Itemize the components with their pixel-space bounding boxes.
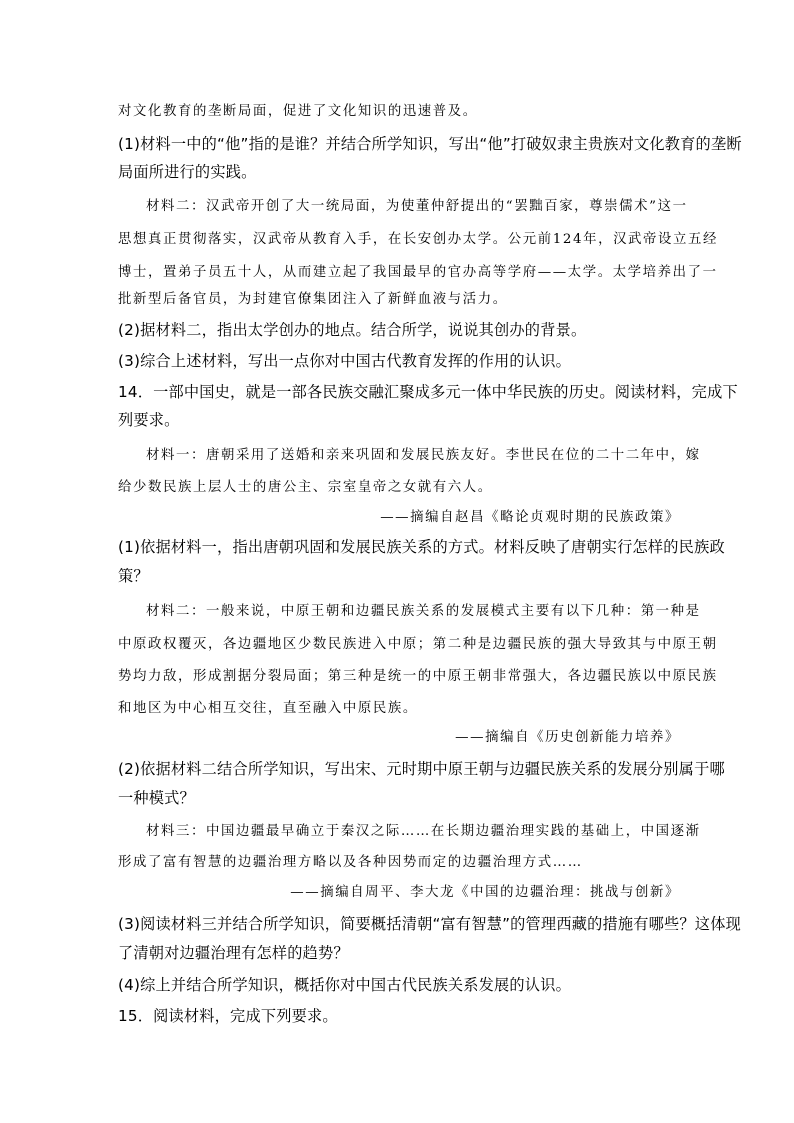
question-14-2-line-1: (2)依据材料二结合所学知识，写出宋、元时期中原王朝与边疆民族关系的发展分别属于哪	[118, 760, 725, 778]
q14-material-two-line-3: 势均力敌，形成割据分裂局面；第三种是统一的中原王朝非常强大，各边疆民族以中原民族	[118, 669, 718, 684]
question-13-1-line-1: (1)材料一中的“他”指的是谁？并结合所学知识，写出“他”打破奴隶主贵族对文化教育的垄断	[118, 135, 742, 153]
question-14-1-line-1: (1)依据材料一，指出唐朝巩固和发展民族关系的方式。材料反映了唐朝实行怎样的民族政	[118, 538, 725, 556]
question-14-2-line-2: 一种模式？	[118, 789, 195, 807]
material-one-continuation: 对文化教育的垄断局面，促进了文化知识的迅速普及。	[118, 104, 478, 119]
material-two-line-1: 材料二：汉武帝开创了大一统局面，为使董仲舒提出的“罢黜百家，尊崇儒术”这一	[146, 199, 688, 214]
question-14-stem-line-1: 14．一部中国史，就是一部各民族交融汇聚成多元一体中华民族的历史。阅读材料，完成下	[118, 383, 738, 401]
question-14-3-line-2: 了清朝对边疆治理有怎样的趋势？	[118, 944, 349, 962]
question-13-3: (3)综合上述材料，写出一点你对中国古代教育发挥的作用的认识。	[118, 352, 571, 370]
question-14-stem-line-2: 列要求。	[118, 411, 180, 429]
question-13-2: (2)据材料二，指出太学创办的地点。结合所学，说说其创办的背景。	[118, 321, 587, 339]
q14-material-three-line-2: 形成了富有智慧的边疆治理方略以及各种因势而定的边疆治理方式……	[118, 855, 583, 870]
question-14-4: (4)综上并结合所学知识，概括你对中国古代民族关系发展的认识。	[118, 976, 571, 994]
question-15-stem: 15．阅读材料，完成下列要求。	[118, 1007, 338, 1025]
q14-material-two-line-1: 材料二：一般来说，中原王朝和边疆民族关系的发展模式主要有以下几种：第一种是	[146, 604, 701, 619]
q14-material-one-line-1: 材料一：唐朝采用了送婚和亲来巩固和发展民族友好。李世民在位的二十二年中，嫁	[146, 448, 701, 463]
question-14-3-line-1: (3)阅读材料三并结合所学知识，简要概括清朝“富有智慧”的管理西藏的措施有哪些？这体现	[118, 915, 741, 933]
q14-material-one-line-2: 给少数民族上层人士的唐公主、宗室皇帝之女就有六人。	[118, 480, 493, 495]
q14-material-three-source: ——摘编自周平、李大龙《中国的边疆治理：挑战与创新》	[290, 885, 680, 900]
q14-material-two-source: ——摘编自《历史创新能力培养》	[455, 730, 680, 745]
q14-material-two-line-2: 中原政权覆灭，各边疆地区少数民族进入中原；第二种是边疆民族的强大导致其与中原王朝	[118, 637, 718, 652]
q14-material-three-line-1: 材料三：中国边疆最早确立于秦汉之际……在长期边疆治理实践的基础上，中国逐渐	[146, 824, 701, 839]
material-two-line-3: 博士，置弟子员五十人，从而建立起了我国最早的官办高等学府——太学。太学培养出了一	[118, 265, 718, 280]
q14-material-one-source: ——摘编自赵昌《略论贞观时期的民族政策》	[380, 510, 680, 525]
q14-material-two-line-4: 和地区为中心相互交往，直至融入中原民族。	[118, 701, 418, 716]
material-two-line-2: 思想真正贯彻落实，汉武帝从教育入手，在长安创办太学。公元前124年，汉武帝设立五经	[118, 232, 718, 247]
question-14-1-line-2: 策？	[118, 567, 149, 585]
material-two-line-4: 批新型后备官员，为封建官僚集团注入了新鲜血液与活力。	[118, 292, 508, 307]
question-13-1-line-2: 局面所进行的实践。	[118, 163, 257, 181]
